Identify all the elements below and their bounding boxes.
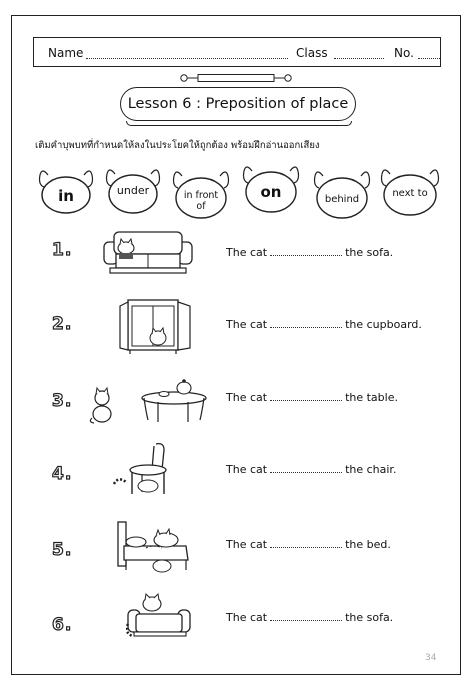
word-on: on <box>260 183 282 201</box>
word-bubble-behind <box>313 166 371 220</box>
sentence-prefix: The cat <box>226 246 268 259</box>
sentence <box>226 538 391 551</box>
exercise-number: 6. <box>52 615 73 635</box>
exercise-number: 2. <box>52 314 73 334</box>
word-bubble-on <box>242 161 300 215</box>
sentence <box>226 611 393 624</box>
word-bubble-in <box>38 165 94 215</box>
sentence <box>226 318 422 331</box>
sentence-suffix: the cupboard. <box>345 318 422 331</box>
cat-behind-sofa-icon <box>126 592 192 642</box>
class-field[interactable] <box>334 58 384 59</box>
dog-head-bubble-icon <box>313 166 371 220</box>
sentence-prefix: The cat <box>226 538 268 551</box>
word-in-front: in front <box>183 190 219 201</box>
student-info-box <box>33 37 441 67</box>
word-next-to: next to <box>392 188 428 199</box>
sentence-suffix: the chair. <box>345 463 397 476</box>
word-of: of <box>196 201 206 212</box>
exercise-number: 5. <box>52 540 73 560</box>
sentence-suffix: the table. <box>345 391 398 404</box>
cat-in-cupboard-icon <box>118 296 192 358</box>
answer-blank[interactable] <box>270 255 342 256</box>
sentence <box>226 246 393 259</box>
answer-blank[interactable] <box>270 327 342 328</box>
exercise-number: 1. <box>52 240 73 260</box>
answer-blank[interactable] <box>270 547 342 548</box>
answer-blank[interactable] <box>270 400 342 401</box>
exercise-number: 3. <box>52 391 73 411</box>
name-label: Name <box>48 46 84 60</box>
cat-under-chair-icon <box>112 440 178 498</box>
answer-blank[interactable] <box>270 620 342 621</box>
sentence-prefix: The cat <box>226 391 268 404</box>
no-label: No. <box>394 46 414 60</box>
sentence-suffix: the sofa. <box>345 246 394 259</box>
decorative-bar-icon <box>178 72 294 84</box>
class-label: Class <box>296 46 328 60</box>
cat-on-bed-icon <box>114 518 194 576</box>
answer-blank[interactable] <box>270 472 342 473</box>
sentence <box>226 463 396 476</box>
sentence-prefix: The cat <box>226 611 268 624</box>
word-bubble-next-to <box>380 164 440 218</box>
sentence-suffix: the bed. <box>345 538 391 551</box>
word-in: in <box>58 187 74 205</box>
word-bubble-under <box>105 164 161 216</box>
word-under: under <box>116 184 150 197</box>
word-bubble-in-front-of <box>172 166 230 220</box>
sentence <box>226 391 398 404</box>
cat-next-to-table-icon <box>88 376 212 426</box>
sentence-prefix: The cat <box>226 463 268 476</box>
page-number: 34 <box>425 653 437 663</box>
name-field[interactable] <box>86 58 288 59</box>
instruction-text: เติมคำบุพบทที่กำหนดให้ลงในประโยคให้ถูกต้อง พร้อมฝึกอ่านออกเสียง <box>35 140 320 151</box>
exercise-number: 4. <box>52 464 73 484</box>
lesson-title: Lesson 6 : Preposition of place <box>120 87 356 121</box>
sentence-prefix: The cat <box>226 318 268 331</box>
title-underline <box>126 121 352 126</box>
cat-in-sofa-icon <box>102 228 194 278</box>
number-field[interactable] <box>418 58 440 59</box>
word-behind: behind <box>324 194 360 205</box>
sentence-suffix: the sofa. <box>345 611 394 624</box>
